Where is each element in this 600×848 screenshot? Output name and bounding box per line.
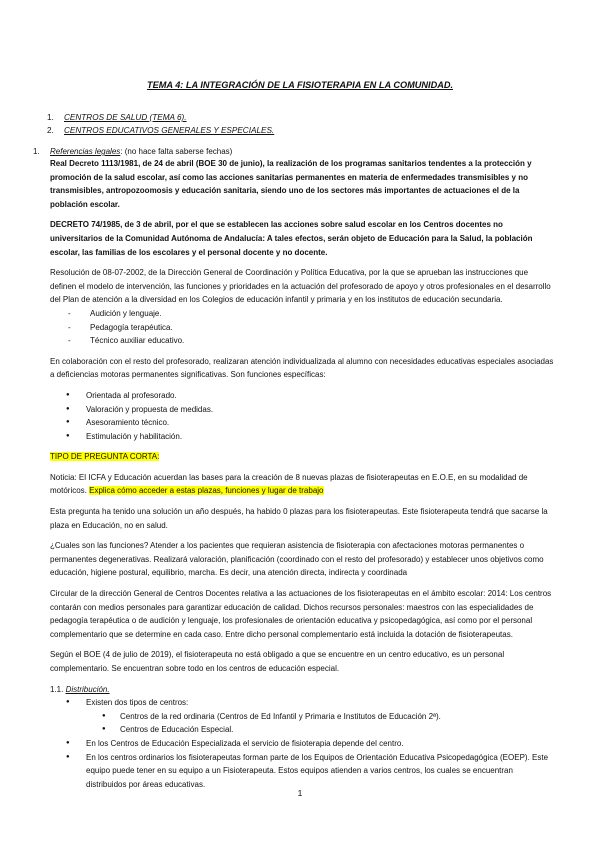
noticia-highlight: Explica cómo acceder a estas plazas, funciones y lugar de trabajo	[89, 486, 324, 496]
paragraph-resolucion: Resolución de 08-07-2002, de la Dirección General de Coordinación y Política Educativa, por la que se aprueban las instrucciones que definen el modelo de intervención, las funciones y prioridades en la actuación del profesorado de apoyo y otros profesionales en el desarrollo del Plan de atención a la diversidad en los Colegios de educación infantil y primaria y en los institutos de educación secundaria.	[50, 268, 551, 305]
subsection-number: 1.1.	[50, 684, 64, 694]
toc-number: 1.	[47, 113, 54, 122]
list-item: ● Centros de Educación Especial.	[50, 723, 555, 737]
functions-list	[50, 389, 555, 443]
specialty-list	[50, 307, 555, 348]
question-type-label: TIPO DE PREGUNTA CORTA:	[50, 452, 160, 462]
list-item: ● Centros de la red ordinaria (Centros de Ed Infantil y Primaria e Institutos de Educación 2ª).	[50, 710, 555, 724]
subsection-label: Distribución.	[65, 684, 110, 694]
document-body	[50, 157, 555, 791]
distribution-list	[50, 696, 555, 791]
center-types-list	[50, 710, 555, 737]
paragraph-noticia	[50, 471, 555, 498]
toc-item	[47, 111, 274, 124]
table-of-contents	[47, 111, 274, 137]
toc-item	[47, 124, 274, 137]
paragraph-colaboracion: En colaboración con el resto del profesorado, realizaran atención individualizada al alumno con necesidades educativas especiales asociadas a deficiencias motoras permanentes significativas. Son funciones específicas:	[50, 356, 554, 380]
list-item: ● Valoración y propuesta de medidas.	[50, 403, 555, 417]
section-heading: Referencias legales	[50, 147, 121, 156]
toc-label: CENTROS DE SALUD (TEMA 6).	[64, 113, 187, 122]
page-number: 1	[297, 788, 303, 798]
list-item: - Audición y lenguaje.	[50, 307, 555, 321]
subsection-heading	[50, 683, 555, 697]
paragraph-circular: Circular de la dirección General de Centros Docentes relativa a las actuaciones de los fisioterapeutas en el ámbito escolar: 2014: Los centros contarán con medios personales para garantizar educación de calidad. Dichos recursos personales: maestros con las especialidades de pedagogía terapéutica o de audición y lenguaje, los profesionales de orientación educativa y psicopedagógica, así como por el personal complementario que se determine en cada caso. Entre dicho personal complementario está incluida la dotación de fisioterapeutas.	[50, 589, 552, 639]
toc-number: 2.	[47, 126, 54, 135]
distribution-intro: Existen dos tipos de centros:	[86, 698, 189, 708]
list-item	[50, 696, 555, 737]
toc-label: CENTROS EDUCATIVOS GENERALES Y ESPECIALES.	[64, 126, 275, 135]
list-item: ● Orientada al profesorado.	[50, 389, 555, 403]
paragraph-solution: Esta pregunta ha tenido una solución un año después, ha habido 0 plazas para los fisioterapeutas. Este fisioterapeuta tendrá que sacarse la plaza en Educación, no en salud.	[50, 507, 548, 530]
noticia-text: Noticia: El ICFA y Educación acuerdan las bases para la creación de 8 nuevas plazas de fisioterapeutas en E.O.E, en su modalidad de motóricos.	[50, 472, 528, 496]
section-number: 1.	[33, 147, 40, 156]
paragraph-real-decreto: Real Decreto 1113/1981, de 24 de abril (BOE 30 de junio), la realización de los programas sanitarios tendentes a la protección y promoción de la salud escolar, así como las acciones sanitarias permanentes en materia de enfermedades transmisibles y no transmisibles, antropozoomosis y educación sanitaria, siendo uno de los sectores más importantes de actuaciones el de la población escolar.	[50, 159, 532, 209]
list-item: - Pedagogía terapéutica.	[50, 321, 555, 335]
list-item: - Técnico auxiliar educativo.	[50, 334, 555, 348]
list-item: ● En los Centros de Educación Especializada el servicio de fisioterapia depende del centro.	[50, 737, 555, 751]
list-item: ● Estimulación y habilitación.	[50, 430, 555, 444]
paragraph-functions: ¿Cuales son las funciones? Atender a los pacientes que requieran asistencia de fisioterapia con afectaciones motoras permanentes o permanentes degenerativas. Realizará valoración, planificación (coordinado con el resto del profesorado) y establecer unos objetivos como educación, higiene postural, equilibrio, marcha. Es decir, una atención directa, indirecta y coordinada	[50, 541, 544, 578]
paragraph-decreto-74: DECRETO 74/1985, de 3 de abril, por el que se establecen las acciones sobre salud escolar en los Centros docentes no universitarios de la Comunidad Autónoma de Andalucía: A tales efectos, serán objeto de Educación para la Salud, la población escolar, las familias de los escolares y el personal docente y no docente.	[50, 220, 533, 257]
paragraph-boe: Según el BOE (4 de julio de 2019), el fisioterapeuta no está obligado a que se encuentre en un centro educativo, es un personal complementario. Se encuentran sobre todo en los centros de educación especial.	[50, 650, 505, 673]
list-item: ● Asesoramiento técnico.	[50, 416, 555, 430]
page-title: TEMA 4: LA INTEGRACIÓN DE LA FISIOTERAPIA EN LA COMUNIDAD.	[146, 80, 454, 90]
list-item: ● En los centros ordinarios los fisioterapeutas forman parte de los Equipos de Orientación Educativa Psicopedagógica (EOEP). Este equipo puede tener en su equipo a un Fisioterapeuta. Estos equipos atienden a varios centros, los cuales se encuentran distribuidos por áreas educativas.	[50, 751, 555, 792]
section-note: : (no hace falta saberse fechas)	[120, 147, 233, 156]
